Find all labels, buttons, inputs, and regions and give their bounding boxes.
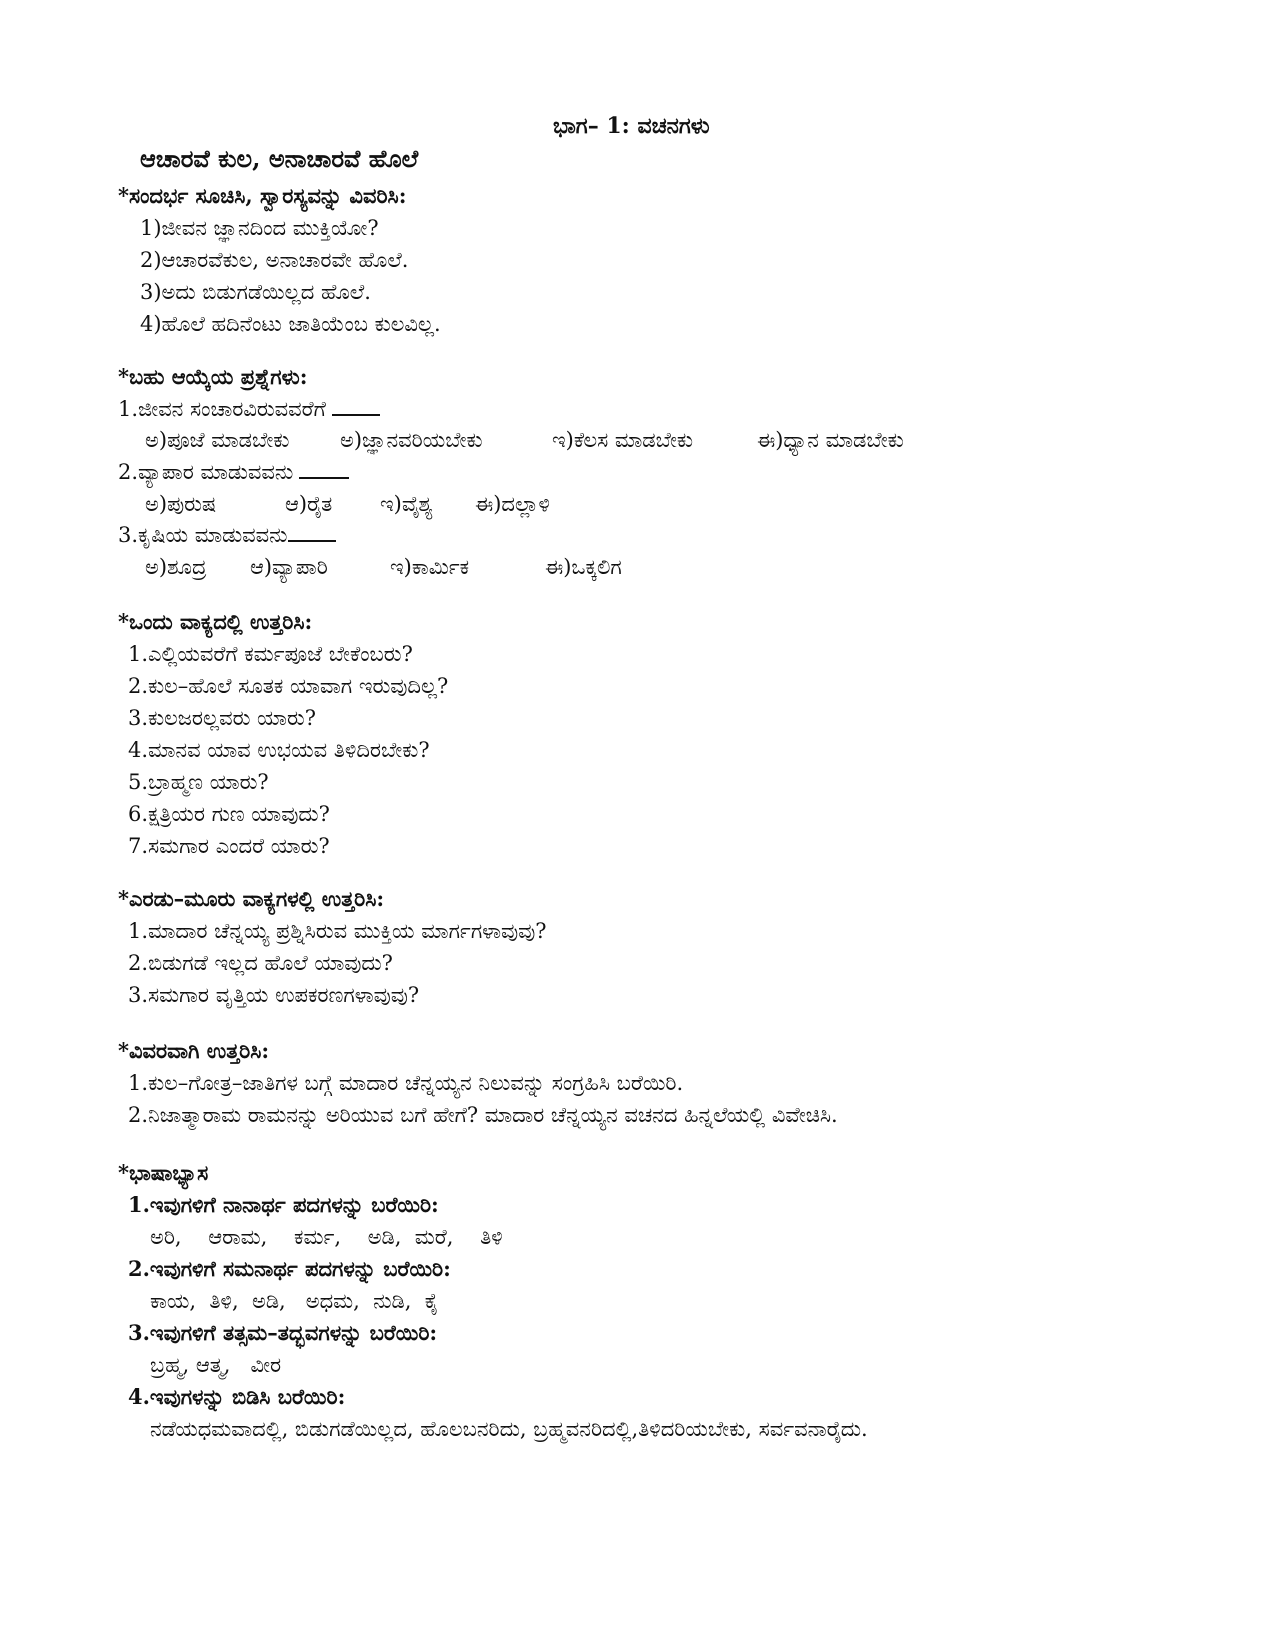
language-heading: *ಭಾಷಾಭ್ಯಾಸ — [118, 1160, 209, 1185]
question-item: 1.ಮಾದಾರ ಚೆನ್ನಯ್ಯ ಪ್ರಶ್ನಿಸಿರುವ ಮುಕ್ತಿಯ ಮಾರ್ಗಗಳಾವುವು? — [128, 919, 547, 943]
mcq-option: ಅ)ಪುರುಷ — [145, 492, 217, 516]
question-item: 6.ಕ್ಷತ್ರಿಯರ ಗುಣ ಯಾವುದು? — [128, 802, 330, 826]
answer-blank — [332, 396, 380, 416]
context-heading: *ಸಂದರ್ಭ ಸೂಚಿಸಿ, ಸ್ವಾರಸ್ಯವನ್ನು ವಿವರಿಸಿ: — [118, 183, 407, 208]
context-item: 1)ಜೀವನ ಜ್ಞಾನದಿಂದ ಮುಕ್ತಿಯೋ? — [140, 216, 379, 240]
question-item: 1.ಕುಲ–ಗೋತ್ರ–ಜಾತಿಗಳ ಬಗ್ಗೆ ಮಾದಾರ ಚೆನ್ನಯ್ಯನ ನಿಲುವನ್ನು ಸಂಗ್ರಹಿಸಿ ಬರೆಯಿರಿ. — [128, 1071, 684, 1095]
task-words: ನಡೆಯಧಮವಾದಲ್ಲಿ, ಬಿಡುಗಡೆಯಿಲ್ಲದ, ಹೊಲಬನರಿದು, ಬ್ರಹ್ಮವನರಿದಲ್ಲಿ,ತಿಳಿದರಿಯಬೇಕು, ಸರ್ವವನಾರೈದು. — [150, 1417, 868, 1441]
one-sentence-heading: *ಒಂದು ವಾಕ್ಯದಲ್ಲಿ ಉತ್ತರಿಸಿ: — [118, 609, 313, 634]
task-number: 3 — [128, 1320, 143, 1345]
mcq-heading: *ಬಹು ಆಯ್ಕೆಯ ಪ್ರಶ್ನೆಗಳು: — [118, 364, 308, 389]
mcq-option: ಇ)ವೈಶ್ಯ — [380, 492, 433, 516]
mcq-option: ಅ)ಶೂದ್ರ — [145, 555, 207, 579]
language-task-label — [128, 1319, 437, 1347]
question-item: 4.ಮಾನವ ಯಾವ ಉಭಯವ ತಿಳಿದಿರಬೇಕು? — [128, 738, 430, 762]
mcq-question-text: 3.ಕೃಷಿಯ ಮಾಡುವವನು — [118, 523, 288, 547]
task-words: ಅರಿ, ಆರಾಮ, ಕರ್ಮ, ಅಡಿ, ಮರೆ, ತಿಳಿ — [150, 1225, 503, 1249]
language-task-label — [128, 1383, 345, 1411]
question-item: 2.ಕುಲ–ಹೊಲೆ ಸೂತಕ ಯಾವಾಗ ಇರುವುದಿಲ್ಲ? — [128, 674, 449, 698]
task-text: .ಇವುಗಳನ್ನು ಬಿಡಿಸಿ ಬರೆಯಿರಿ: — [142, 1384, 346, 1409]
page-title: ಭಾಗ– 1: ವಚನಗಳು — [553, 113, 710, 139]
mcq-option: ಈ)ದಲ್ಲಾಳಿ — [475, 492, 550, 516]
task-words: ಕಾಯ, ತಿಳಿ, ಅಡಿ, ಅಧಮ, ನುಡಿ, ಕೈ — [150, 1289, 439, 1313]
mcq-option: ಆ)ವ್ಯಾಪಾರಿ — [250, 555, 328, 579]
detailed-heading: *ವಿವರವಾಗಿ ಉತ್ತರಿಸಿ: — [118, 1038, 270, 1063]
task-number: 1 — [128, 1192, 143, 1217]
mcq-question — [118, 395, 380, 423]
task-text: .ಇವುಗಳಿಗೆ ಸಮನಾರ್ಥ ಪದಗಳನ್ನು ಬರೆಯಿರಿ: — [142, 1256, 451, 1281]
mcq-option: ಈ)ಧ್ಯಾನ ಮಾಡಬೇಕು — [757, 428, 904, 452]
task-text: .ಇವುಗಳಿಗೆ ತತ್ಸಮ–ತದ್ಭವಗಳನ್ನು ಬರೆಯಿರಿ: — [142, 1320, 438, 1345]
question-item: 1.ಎಲ್ಲಿಯವರೆಗೆ ಕರ್ಮಪೂಜೆ ಬೇಕೆಂಬರು? — [128, 642, 413, 666]
question-item: 7.ಸಮಗಾರ ಎಂದರೆ ಯಾರು? — [128, 834, 330, 858]
language-task-label — [128, 1255, 451, 1283]
context-item: 3)ಅದು ಬಿಡುಗಡೆಯಿಲ್ಲದ ಹೊಲೆ. — [140, 280, 371, 304]
question-item: 2.ಬಿಡುಗಡೆ ಇಲ್ಲದ ಹೊಲೆ ಯಾವುದು? — [128, 951, 393, 975]
mcq-question-text: 1.ಜೀವನ ಸಂಚಾರವಿರುವವರೆಗೆ — [118, 397, 326, 421]
mcq-options — [145, 553, 622, 581]
question-item: 3.ಕುಲಜರಲ್ಲವರು ಯಾರು? — [128, 706, 316, 730]
answer-blank — [288, 522, 336, 542]
task-number: 2 — [128, 1256, 143, 1281]
mcq-question — [118, 521, 336, 549]
mcq-options — [145, 490, 550, 518]
context-item: 2)ಆಚಾರವೆಕುಲ, ಅನಾಚಾರವೇ ಹೊಲೆ. — [140, 248, 409, 272]
mcq-option: ಇ)ಕೆಲಸ ಮಾಡಬೇಕು — [552, 428, 694, 452]
mcq-question — [118, 458, 349, 486]
mcq-option: ಅ)ಜ್ಞಾನವರಿಯಬೇಕು — [340, 428, 483, 452]
question-item: 2.ನಿಜಾತ್ಮಾರಾಮ ರಾಮನನ್ನು ಅರಿಯುವ ಬಗೆ ಹೇಗೆ? ಮಾದಾರ ಚೆನ್ನಯ್ಯನ ವಚನದ ಹಿನ್ನಲೆಯಲ್ಲಿ ವಿವೇಚಿಸಿ. — [128, 1103, 838, 1127]
language-task-label — [128, 1191, 439, 1219]
mcq-question-text: 2.ವ್ಯಾಪಾರ ಮಾಡುವವನು — [118, 460, 294, 484]
task-words: ಬ್ರಹ್ಮ, ಆತ್ಮ, ವೀರ — [150, 1353, 282, 1377]
lesson-title: ಆಚಾರವೆ ಕುಲ, ಅನಾಚಾರವೆ ಹೊಲೆ — [140, 144, 419, 173]
answer-blank — [299, 459, 349, 479]
mcq-option: ಈ)ಒಕ್ಕಲಿಗ — [545, 555, 622, 579]
task-number: 4 — [128, 1384, 143, 1409]
question-item: 3.ಸಮಗಾರ ವೃತ್ತಿಯ ಉಪಕರಣಗಳಾವುವು? — [128, 983, 420, 1007]
mcq-options — [145, 426, 904, 454]
mcq-option: ಆ)ರೈತ — [285, 492, 333, 516]
context-item: 4)ಹೊಲೆ ಹದಿನೆಂಟು ಜಾತಿಯೆಂಬ ಕುಲವಿಲ್ಲ. — [140, 312, 441, 336]
mcq-option: ಇ)ಕಾರ್ಮಿಕ — [390, 555, 470, 579]
two-three-heading: *ಎರಡು–ಮೂರು ವಾಕ್ಯಗಳಲ್ಲಿ ಉತ್ತರಿಸಿ: — [118, 886, 385, 911]
question-item: 5.ಬ್ರಾಹ್ಮಣ ಯಾರು? — [128, 770, 269, 794]
mcq-option: ಅ)ಪೂಜೆ ಮಾಡಬೇಕು — [145, 428, 290, 452]
task-text: .ಇವುಗಳಿಗೆ ನಾನಾರ್ಥ ಪದಗಳನ್ನು ಬರೆಯಿರಿ: — [142, 1192, 439, 1217]
